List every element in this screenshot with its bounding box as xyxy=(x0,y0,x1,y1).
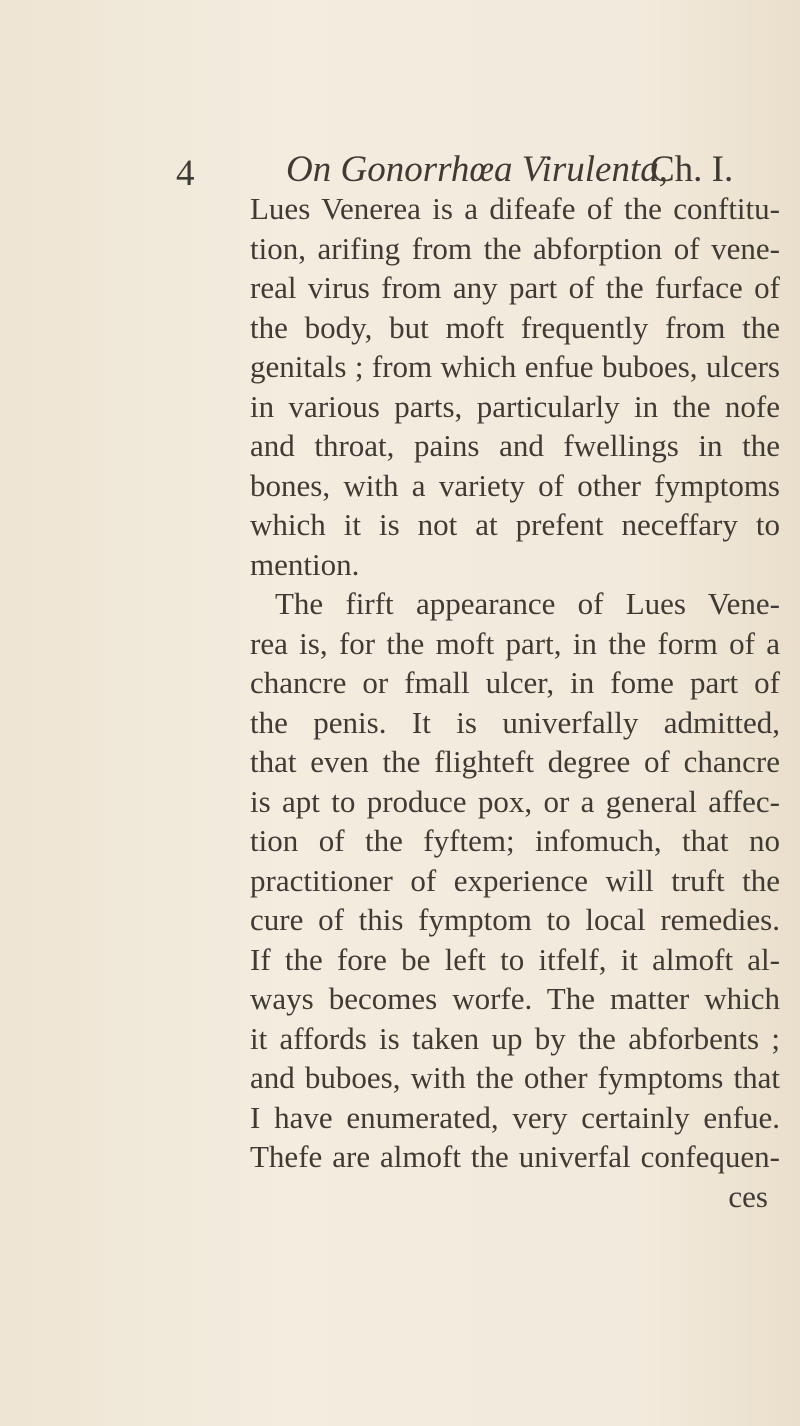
page-number: 4 xyxy=(176,153,195,194)
body-text xyxy=(250,189,780,1216)
text-line: real virus from any part of the furface of xyxy=(250,270,780,305)
text-line: and buboes, with the other fymptoms that xyxy=(250,1060,780,1095)
text-line: the penis. It is univerfally admitted, xyxy=(250,704,780,740)
running-title: On Gonorrhœa Virulenta, xyxy=(286,149,669,190)
text-line: mention. xyxy=(250,546,360,582)
paragraph-start-line: The firft appearance of Lues Vene- xyxy=(275,586,780,621)
text-line: Lues Venerea is a difeafe of the conftitu- xyxy=(250,191,780,226)
text-line: genitals ; from which enfue buboes, ulcers xyxy=(250,349,780,384)
text-line: Thefe are almoft the univerfal confequen- xyxy=(250,1139,780,1174)
text-line: chancre or fmall ulcer, in fome part of xyxy=(250,665,780,700)
text-line: and throat, pains and fwellings in the xyxy=(250,428,780,463)
text-line: it affords is taken up by the abforbents ; xyxy=(250,1020,780,1056)
text-line: the body, but moft frequently from the xyxy=(250,309,780,345)
text-line: I have enumerated, very certainly enfue. xyxy=(250,1099,780,1135)
text-line: practitioner of experience will truft the xyxy=(250,862,780,898)
text-line: tion, arifing from the abforption of vene- xyxy=(250,230,780,266)
text-line: If the fore be left to itfelf, it almoft al- xyxy=(250,941,780,977)
text-line: in various parts, particularly in the nofe xyxy=(250,388,780,424)
text-line: cure of this fymptom to local remedies. xyxy=(250,902,780,937)
text-line: ways becomes worfe. The matter which xyxy=(250,981,780,1016)
text-line: is apt to produce pox, or a general affec- xyxy=(250,783,780,819)
text-line: tion of the fyftem; infomuch, that no xyxy=(250,823,780,858)
text-line: bones, with a variety of other fymptoms xyxy=(250,467,780,503)
chapter-label: Ch. I. xyxy=(650,149,734,190)
catchword: ces xyxy=(728,1178,768,1214)
text-line: that even the flighteft degree of chancre xyxy=(250,744,780,779)
text-line: rea is, for the moft part, in the form of a xyxy=(250,625,780,661)
text-line: which it is not at prefent neceffary to xyxy=(250,507,780,542)
